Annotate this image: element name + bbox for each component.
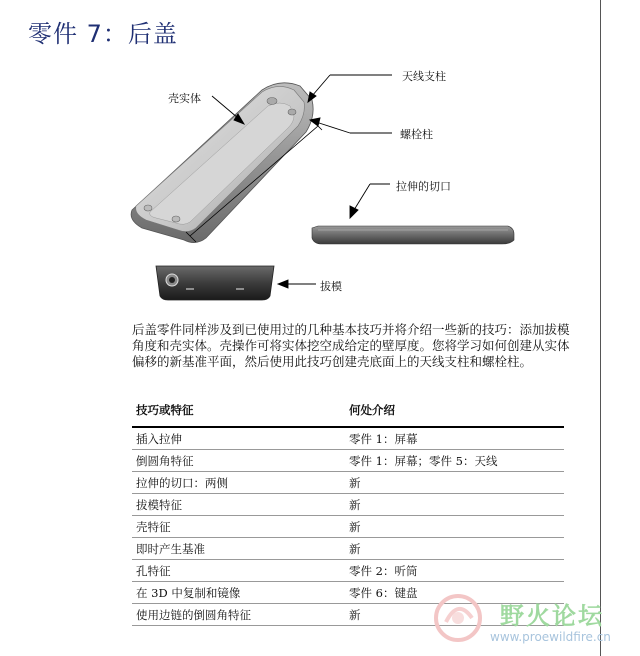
callout-shell: 壳实体 <box>168 92 201 105</box>
intro-paragraph: 后盖零件同样涉及到已使用过的几种基本技巧并将介绍一些新的技巧：添加拔模角度和壳实体。壳操作可将实体挖空成给定的壁厚度。您将学习如何创建从实体偏移的新基准平面，然后使用此技巧创建壳底面上的天线支柱和螺栓柱。 <box>132 322 570 369</box>
header-where-introduced: 何处介绍 <box>345 402 564 427</box>
cell-where: 零件 1：屏幕 <box>345 427 564 450</box>
cell-technique: 在 3D 中复制和镜像 <box>132 582 345 604</box>
cell-where: 新 <box>345 472 564 494</box>
table-row <box>132 427 564 450</box>
page-title: 零件 7：后盖 <box>28 20 178 48</box>
cell-where: 新 <box>345 494 564 516</box>
cell-technique: 使用边链的倒圆角特征 <box>132 604 345 626</box>
cell-technique: 拉伸的切口：两侧 <box>132 472 345 494</box>
table-header-row <box>132 402 564 427</box>
cell-technique: 插入拉伸 <box>132 427 345 450</box>
cell-technique: 倒圆角特征 <box>132 450 345 472</box>
watermark-title: 野火论坛 <box>500 602 604 630</box>
table-row <box>132 516 564 538</box>
cell-technique: 孔特征 <box>132 560 345 582</box>
cell-where: 零件 1：屏幕；零件 5：天线 <box>345 450 564 472</box>
watermark-url: www.proewildfire.cn <box>490 630 611 644</box>
watermark-logo-icon <box>428 588 498 650</box>
side-view-part <box>312 226 514 244</box>
cell-where: 新 <box>345 516 564 538</box>
cell-where: 新 <box>345 604 564 626</box>
table-row <box>132 538 564 560</box>
header-technique: 技巧或特征 <box>132 402 345 427</box>
table-row <box>132 560 564 582</box>
end-view-part <box>156 266 274 300</box>
table-row <box>132 450 564 472</box>
cell-technique: 壳特征 <box>132 516 345 538</box>
page-right-rule <box>600 0 601 656</box>
shell-part <box>131 83 313 243</box>
callout-screw-post: 螺栓柱 <box>400 128 433 141</box>
cell-where: 零件 2：听筒 <box>345 560 564 582</box>
back-cover-illustration <box>0 60 600 310</box>
cell-technique: 即时产生基准 <box>132 538 345 560</box>
cell-where: 零件 6：键盘 <box>345 582 564 604</box>
figure-back-cover <box>0 60 600 310</box>
cell-technique: 拔模特征 <box>132 494 345 516</box>
watermark <box>428 588 628 650</box>
table-row <box>132 494 564 516</box>
callout-draft: 拔模 <box>320 280 342 293</box>
table-row <box>132 472 564 494</box>
callout-extruded-cut: 拉伸的切口 <box>396 180 451 193</box>
callout-antenna-post: 天线支柱 <box>402 70 446 83</box>
cell-where: 新 <box>345 538 564 560</box>
